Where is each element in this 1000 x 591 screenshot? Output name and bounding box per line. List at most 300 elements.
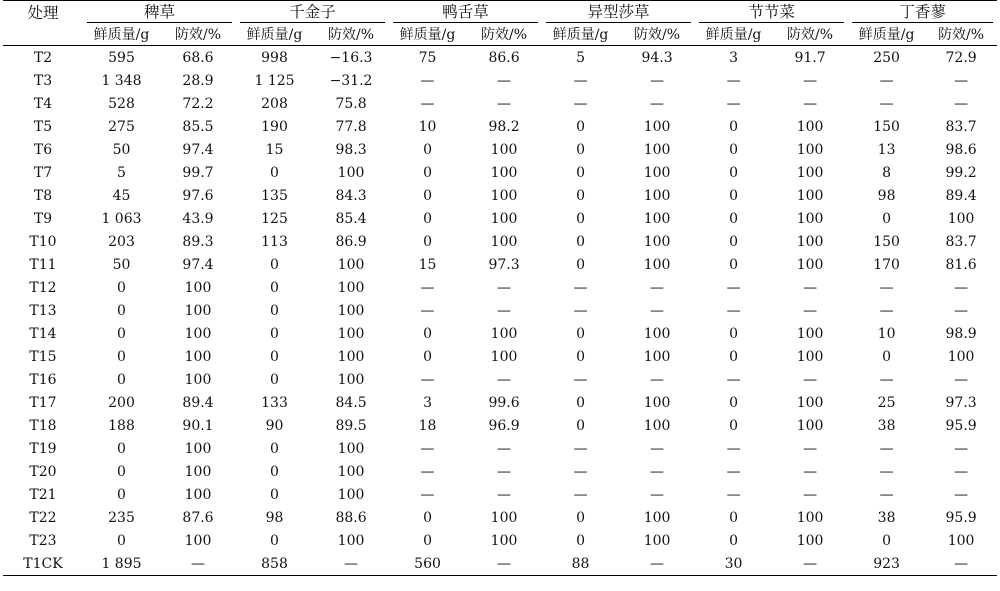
efficacy-cell: 85.5	[182, 118, 214, 135]
fresh-weight-cell: 135	[261, 187, 288, 204]
species-header	[542, 1, 695, 24]
fresh-weight-cell: 0	[729, 210, 739, 227]
fresh-weight-cell: —	[726, 279, 741, 296]
table-row	[3, 92, 997, 115]
fresh-weight-cell: —	[573, 371, 588, 388]
fresh-weight-cell: 0	[270, 164, 279, 181]
fresh-weight-cell: 0	[729, 325, 739, 342]
table-row	[3, 322, 997, 345]
efficacy-cell: 100	[796, 233, 824, 250]
efficacy-cell: —	[497, 463, 512, 480]
efficacy-cell: —	[650, 302, 665, 319]
fresh-weight-cell: 0	[270, 532, 279, 549]
fresh-weight-header: 鲜质量/g	[83, 23, 160, 46]
fresh-weight-cell: 858	[261, 555, 288, 572]
fresh-weight-cell: 0	[270, 325, 279, 342]
treatment-cell: T22	[29, 509, 57, 526]
efficacy-cell: 89.3	[182, 233, 214, 250]
fresh-weight-cell: —	[879, 95, 894, 112]
efficacy-cell: 100	[337, 302, 365, 319]
efficacy-cell: 87.6	[182, 509, 214, 526]
efficacy-cell: 100	[796, 325, 824, 342]
efficacy-cell: 98.2	[488, 118, 520, 135]
fresh-weight-cell: 133	[261, 394, 288, 411]
efficacy-cell: 86.6	[488, 49, 520, 66]
fresh-weight-cell: —	[726, 440, 741, 457]
fresh-weight-cell: 10	[418, 118, 437, 135]
treatment-cell: T10	[29, 233, 57, 250]
treatment-cell: T23	[29, 532, 57, 549]
efficacy-cell: 100	[490, 233, 518, 250]
fresh-weight-cell: 0	[576, 210, 585, 227]
efficacy-cell: —	[497, 486, 512, 503]
treatment-cell: T17	[29, 394, 57, 411]
efficacy-cell: —	[954, 72, 969, 89]
efficacy-cell: 100	[490, 509, 518, 526]
efficacy-cell: —	[191, 555, 205, 572]
efficacy-cell: 43.9	[182, 210, 214, 227]
efficacy-cell: 100	[947, 348, 975, 365]
table-row	[3, 552, 997, 576]
efficacy-cell: —	[803, 486, 818, 503]
efficacy-cell: —	[497, 302, 512, 319]
fresh-weight-cell: 0	[576, 509, 585, 526]
efficacy-cell: 97.6	[182, 187, 214, 204]
fresh-weight-cell: 90	[265, 417, 284, 434]
fresh-weight-cell: 0	[576, 233, 585, 250]
efficacy-cell: 97.4	[182, 141, 214, 158]
efficacy-cell: —	[650, 95, 665, 112]
efficacy-cell: 100	[947, 210, 975, 227]
table-row	[3, 69, 997, 92]
species-header	[236, 1, 389, 24]
efficacy-cell: —	[954, 463, 969, 480]
efficacy-cell: 88.6	[335, 509, 367, 526]
efficacy-cell: —	[803, 463, 818, 480]
fresh-weight-cell: 15	[418, 256, 437, 273]
efficacy-cell: 83.7	[945, 118, 977, 135]
efficacy-cell: 75.8	[335, 95, 367, 112]
efficacy-cell: 100	[796, 164, 824, 181]
table-row	[3, 161, 997, 184]
efficacy-cell: 100	[796, 118, 824, 135]
table-header	[3, 1, 997, 46]
treatment-cell: T4	[33, 95, 53, 112]
fresh-weight-cell: 98	[877, 187, 896, 204]
efficacy-cell: 98.3	[335, 141, 367, 158]
fresh-weight-cell: 0	[729, 348, 739, 365]
efficacy-cell: 100	[796, 187, 824, 204]
efficacy-cell: 100	[796, 532, 824, 549]
fresh-weight-cell: —	[573, 302, 588, 319]
fresh-weight-cell: 0	[423, 187, 432, 204]
efficacy-cell: 100	[643, 187, 671, 204]
treatment-cell: T6	[33, 141, 53, 158]
fresh-weight-cell: 0	[729, 256, 739, 273]
table-row	[3, 345, 997, 368]
table-row	[3, 483, 997, 506]
efficacy-cell: 100	[490, 187, 518, 204]
table-row	[3, 506, 997, 529]
efficacy-cell: —	[497, 279, 512, 296]
fresh-weight-cell: —	[879, 463, 894, 480]
fresh-weight-cell: 18	[418, 417, 437, 434]
efficacy-cell: 100	[184, 279, 212, 296]
fresh-weight-cell: 528	[108, 95, 135, 112]
efficacy-cell: 100	[643, 417, 671, 434]
fresh-weight-cell: 0	[270, 486, 279, 503]
fresh-weight-cell: —	[879, 440, 894, 457]
efficacy-cell: 72.2	[182, 95, 214, 112]
table-row	[3, 115, 997, 138]
fresh-weight-cell: 0	[423, 348, 432, 365]
treatment-cell: T19	[29, 440, 57, 457]
fresh-weight-header: 鲜质量/g	[542, 23, 619, 46]
efficacy-cell: —	[650, 279, 665, 296]
efficacy-cell: 100	[337, 256, 365, 273]
fresh-weight-cell: 5	[117, 164, 126, 181]
efficacy-cell: 100	[643, 141, 671, 158]
fresh-weight-cell: 0	[576, 256, 585, 273]
fresh-weight-cell: 88	[571, 555, 590, 572]
fresh-weight-cell: 188	[108, 417, 135, 434]
fresh-weight-cell: 150	[873, 233, 900, 250]
table-row	[3, 230, 997, 253]
efficacy-cell: 100	[643, 348, 671, 365]
fresh-weight-cell: 15	[265, 141, 284, 158]
fresh-weight-cell: 208	[261, 95, 288, 112]
efficacy-cell: 98.9	[945, 325, 977, 342]
fresh-weight-cell: 203	[108, 233, 135, 250]
fresh-weight-cell: 0	[270, 348, 279, 365]
efficacy-cell: 100	[490, 325, 518, 342]
efficacy-cell: 89.4	[182, 394, 214, 411]
treatment-cell: T15	[29, 348, 57, 365]
fresh-weight-cell: 0	[117, 325, 126, 342]
fresh-weight-cell: 113	[261, 233, 288, 250]
table-row	[3, 460, 997, 483]
fresh-weight-cell: —	[726, 486, 741, 503]
efficacy-cell: —	[650, 555, 665, 572]
efficacy-cell: 89.4	[945, 187, 977, 204]
efficacy-cell: 100	[337, 486, 365, 503]
efficacy-cell: —	[650, 486, 665, 503]
fresh-weight-cell: 0	[729, 118, 739, 135]
fresh-weight-cell: 0	[270, 440, 279, 457]
fresh-weight-cell: 0	[117, 532, 126, 549]
fresh-weight-cell: 0	[270, 256, 279, 273]
table-row	[3, 437, 997, 460]
efficacy-cell: 100	[947, 532, 975, 549]
fresh-weight-cell: 0	[117, 279, 126, 296]
fresh-weight-cell: 0	[423, 532, 432, 549]
fresh-weight-cell: 595	[108, 49, 135, 66]
fresh-weight-cell: 0	[117, 302, 126, 319]
efficacy-cell: 100	[643, 325, 671, 342]
efficacy-cell: 100	[337, 279, 365, 296]
fresh-weight-cell: 125	[261, 210, 288, 227]
fresh-weight-cell: 0	[576, 141, 585, 158]
efficacy-cell: —	[497, 440, 512, 457]
fresh-weight-cell: 0	[270, 279, 279, 296]
efficacy-cell: 100	[643, 394, 671, 411]
species-header	[848, 1, 997, 24]
efficacy-cell: 72.9	[945, 49, 977, 66]
fresh-weight-cell: —	[420, 486, 435, 503]
efficacy-cell: 100	[796, 210, 824, 227]
efficacy-cell: 100	[643, 256, 671, 273]
treatment-cell: T9	[33, 210, 53, 227]
fresh-weight-cell: —	[726, 371, 741, 388]
weed-control-table	[3, 0, 997, 576]
table-row	[3, 368, 997, 391]
treatment-cell: T12	[29, 279, 57, 296]
efficacy-cell: 28.9	[182, 72, 214, 89]
efficacy-cell: —	[803, 555, 818, 572]
efficacy-cell: 100	[796, 141, 824, 158]
fresh-weight-cell: 1 348	[101, 72, 142, 89]
fresh-weight-cell: —	[573, 463, 588, 480]
fresh-weight-cell: 30	[724, 555, 743, 572]
table-row	[3, 207, 997, 230]
fresh-weight-header: 鲜质量/g	[389, 23, 466, 46]
efficacy-cell: —	[954, 95, 969, 112]
fresh-weight-cell: —	[726, 72, 741, 89]
fresh-weight-cell: 8	[882, 164, 892, 181]
fresh-weight-cell: 0	[423, 164, 432, 181]
efficacy-cell: 100	[184, 325, 212, 342]
fresh-weight-cell: 923	[873, 555, 900, 572]
efficacy-cell: 100	[184, 486, 212, 503]
fresh-weight-cell: 0	[729, 141, 739, 158]
fresh-weight-cell: 250	[873, 49, 900, 66]
treatment-cell: T18	[29, 417, 57, 434]
fresh-weight-cell: 13	[877, 141, 896, 158]
fresh-weight-cell: 0	[117, 348, 126, 365]
efficacy-cell: —	[650, 371, 665, 388]
fresh-weight-cell: —	[879, 302, 894, 319]
efficacy-cell: 100	[184, 302, 212, 319]
fresh-weight-cell: —	[879, 486, 894, 503]
fresh-weight-cell: 0	[882, 348, 892, 365]
efficacy-cell: 77.8	[335, 118, 367, 135]
efficacy-cell: 97.3	[488, 256, 520, 273]
efficacy-cell: —	[497, 72, 512, 89]
efficacy-cell: —	[803, 95, 818, 112]
table-row	[3, 184, 997, 207]
efficacy-cell: 68.6	[182, 49, 214, 66]
efficacy-cell: —	[650, 440, 665, 457]
efficacy-cell: 89.5	[335, 417, 367, 434]
fresh-weight-cell: —	[420, 279, 435, 296]
table-row	[3, 414, 997, 437]
efficacy-cell: 84.3	[335, 187, 367, 204]
fresh-weight-cell: —	[420, 371, 435, 388]
fresh-weight-cell: 0	[882, 210, 892, 227]
efficacy-cell: 90.1	[182, 417, 214, 434]
fresh-weight-cell: 1 125	[254, 72, 295, 89]
efficacy-cell: 100	[796, 348, 824, 365]
efficacy-cell: 100	[184, 440, 212, 457]
fresh-weight-cell: 0	[423, 210, 432, 227]
fresh-weight-cell: 275	[108, 118, 135, 135]
efficacy-cell: —	[497, 555, 512, 572]
fresh-weight-cell: 0	[882, 532, 892, 549]
efficacy-cell: 100	[796, 417, 824, 434]
fresh-weight-cell: 38	[877, 509, 896, 526]
efficacy-cell: —	[497, 95, 512, 112]
fresh-weight-cell: —	[420, 95, 435, 112]
efficacy-cell: —	[497, 371, 512, 388]
fresh-weight-cell: 170	[873, 256, 900, 273]
fresh-weight-cell: 0	[270, 463, 279, 480]
treatment-header-spacer	[3, 23, 83, 46]
fresh-weight-cell: —	[573, 486, 588, 503]
treatment-cell: T13	[29, 302, 57, 319]
fresh-weight-cell: 38	[877, 417, 896, 434]
efficacy-cell: 100	[184, 348, 212, 365]
table-row	[3, 391, 997, 414]
treatment-cell: T5	[33, 118, 53, 135]
fresh-weight-cell: 50	[112, 256, 131, 273]
fresh-weight-cell: —	[420, 440, 435, 457]
table-row	[3, 138, 997, 161]
efficacy-cell: 98.6	[945, 141, 977, 158]
species-header-label: 丁香蓼	[852, 2, 993, 23]
fresh-weight-cell: 5	[576, 49, 585, 66]
efficacy-cell: 91.7	[794, 49, 826, 66]
efficacy-cell: 100	[490, 532, 518, 549]
fresh-weight-cell: —	[420, 72, 435, 89]
treatment-cell: T7	[33, 164, 53, 181]
efficacy-cell: —	[954, 440, 969, 457]
efficacy-cell: 100	[184, 532, 212, 549]
efficacy-cell: 99.7	[182, 164, 214, 181]
efficacy-cell: 96.9	[488, 417, 520, 434]
fresh-weight-cell: —	[573, 440, 588, 457]
treatment-cell: T14	[29, 325, 57, 342]
fresh-weight-cell: 560	[414, 555, 441, 572]
treatment-header: 处理	[27, 4, 59, 22]
efficacy-cell: 100	[337, 348, 365, 365]
fresh-weight-cell: 3	[423, 394, 432, 411]
species-header-label: 鸭舌草	[393, 2, 538, 23]
fresh-weight-cell: 0	[423, 233, 432, 250]
fresh-weight-header: 鲜质量/g	[848, 23, 925, 46]
efficacy-cell: 99.6	[488, 394, 520, 411]
fresh-weight-cell: 0	[576, 532, 585, 549]
efficacy-cell: —	[954, 486, 969, 503]
fresh-weight-cell: 98	[265, 509, 284, 526]
treatment-cell: T20	[29, 463, 57, 480]
treatment-cell: T11	[29, 256, 57, 273]
fresh-weight-cell: 0	[270, 302, 279, 319]
fresh-weight-cell: 1 895	[101, 555, 142, 572]
table-body	[3, 46, 997, 576]
efficacy-cell: 86.9	[335, 233, 367, 250]
fresh-weight-cell: —	[726, 95, 741, 112]
fresh-weight-cell: 0	[729, 532, 739, 549]
efficacy-cell: 97.4	[182, 256, 214, 273]
fresh-weight-cell: —	[573, 72, 588, 89]
efficacy-header: 防效/%	[619, 23, 695, 46]
efficacy-cell: 94.3	[641, 49, 673, 66]
efficacy-cell: —	[803, 302, 818, 319]
efficacy-cell: 84.5	[335, 394, 367, 411]
efficacy-cell: 100	[337, 325, 365, 342]
fresh-weight-cell: 0	[729, 164, 739, 181]
efficacy-cell: 100	[337, 440, 365, 457]
fresh-weight-cell: 0	[576, 348, 585, 365]
efficacy-cell: 100	[643, 233, 671, 250]
efficacy-cell: 100	[796, 509, 824, 526]
species-header-label: 稗草	[87, 2, 232, 23]
efficacy-cell: 99.2	[945, 164, 977, 181]
fresh-weight-cell: —	[573, 95, 588, 112]
efficacy-cell: 100	[337, 371, 365, 388]
efficacy-header: 防效/%	[925, 23, 997, 46]
table-row	[3, 276, 997, 299]
efficacy-header: 防效/%	[160, 23, 236, 46]
table-row	[3, 299, 997, 322]
efficacy-cell: 95.9	[945, 417, 977, 434]
efficacy-cell: —	[803, 279, 818, 296]
fresh-weight-cell: 0	[423, 141, 432, 158]
treatment-cell: T1CK	[23, 555, 63, 572]
table-row	[3, 529, 997, 552]
fresh-weight-cell: —	[879, 371, 894, 388]
efficacy-cell: 100	[643, 164, 671, 181]
species-header-label: 节节菜	[699, 2, 844, 23]
efficacy-cell: 100	[490, 164, 518, 181]
efficacy-cell: 100	[490, 141, 518, 158]
fresh-weight-cell: 0	[117, 486, 126, 503]
fresh-weight-cell: 45	[112, 187, 131, 204]
fresh-weight-cell: 190	[261, 118, 288, 135]
efficacy-cell: 100	[184, 371, 212, 388]
species-header-label: 异型莎草	[546, 2, 691, 23]
efficacy-cell: —	[650, 463, 665, 480]
fresh-weight-cell: 0	[270, 371, 279, 388]
fresh-weight-cell: 0	[729, 417, 739, 434]
table-row	[3, 253, 997, 276]
fresh-weight-cell: 75	[418, 49, 437, 66]
efficacy-cell: 95.9	[945, 509, 977, 526]
fresh-weight-cell: 0	[423, 325, 432, 342]
fresh-weight-cell: —	[726, 302, 741, 319]
fresh-weight-cell: 25	[877, 394, 896, 411]
fresh-weight-cell: —	[726, 463, 741, 480]
fresh-weight-header: 鲜质量/g	[695, 23, 772, 46]
efficacy-cell: 100	[337, 532, 365, 549]
efficacy-cell: 100	[337, 164, 365, 181]
efficacy-header: 防效/%	[466, 23, 542, 46]
efficacy-cell: —	[803, 72, 818, 89]
species-header-label: 千金子	[240, 2, 385, 23]
fresh-weight-cell: 0	[423, 509, 432, 526]
fresh-weight-cell: —	[420, 302, 435, 319]
efficacy-cell: 100	[337, 463, 365, 480]
treatment-cell: T8	[33, 187, 53, 204]
efficacy-cell: 100	[490, 210, 518, 227]
efficacy-header: 防效/%	[313, 23, 389, 46]
fresh-weight-cell: 235	[108, 509, 135, 526]
efficacy-cell: 100	[643, 210, 671, 227]
fresh-weight-cell: 0	[729, 394, 739, 411]
species-header	[83, 1, 236, 24]
fresh-weight-cell: 1 063	[101, 210, 142, 227]
efficacy-cell: —	[954, 371, 969, 388]
